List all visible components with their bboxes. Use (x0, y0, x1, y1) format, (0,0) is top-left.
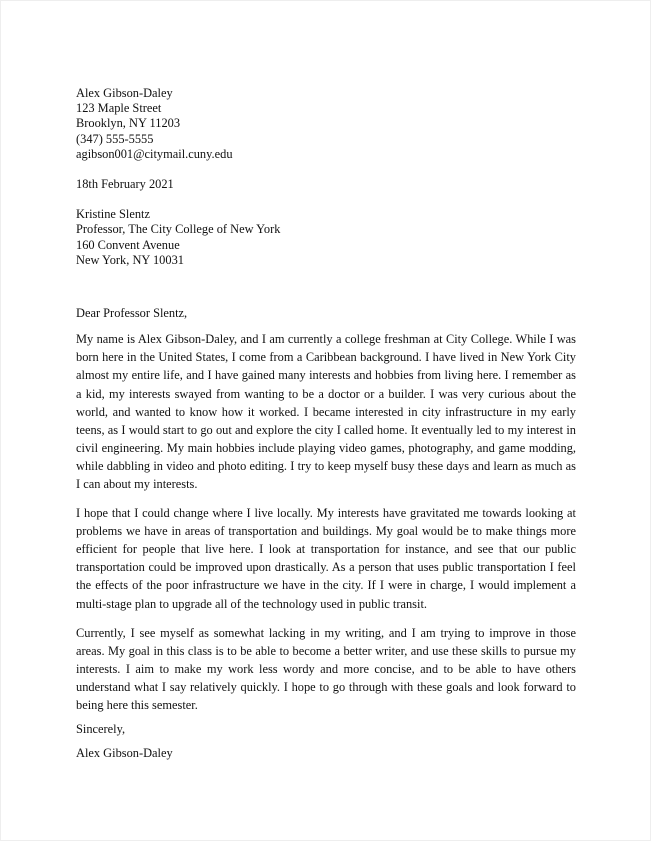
closing: Sincerely, (76, 722, 126, 737)
signature-name: Alex Gibson-Daley (76, 746, 173, 761)
recipient-name: Kristine Slentz (76, 207, 150, 222)
sender-email: agibson001@citymail.cuny.edu (76, 146, 233, 161)
recipient-street: 160 Convent Avenue (76, 237, 180, 252)
letter-date: 18th February 2021 (76, 177, 174, 192)
sender-city-state-zip: Brooklyn, NY 11203 (76, 116, 181, 131)
sender-address-block (76, 86, 576, 162)
recipient-title: Professor, The City College of New York (76, 222, 281, 237)
body-paragraph-1: My name is Alex Gibson-Daley, and I am currently a college freshman at City College. While I was born here in the United States, I come from a Caribbean background. I have lived in New York City almost my entire life, and I have gained many interests and hobbies from living here. I remember as a kid, my interests swayed from wanting to be a doctor or a builder. I was very curious about the world, and wanted to know how it worked. I became interested in city infrastructure in my early teens, as I would start to go out and explore the city I called home. It eventually led to my interest in civil engineering. My main hobbies include playing video games, photography, and game modding, while dabbling in video and photo editing. I try to keep myself busy these days and learn as much as I can about my interests. (76, 332, 576, 491)
salutation: Dear Professor Slentz, (76, 306, 188, 321)
letter-date-block (76, 177, 576, 192)
sender-name: Alex Gibson-Daley (76, 86, 173, 100)
sender-phone: (347) 555-5555 (76, 131, 154, 146)
salutation-block (76, 306, 576, 321)
closing-block (76, 722, 576, 737)
signature-block (76, 746, 576, 761)
body-paragraph-2: I hope that I could change where I live locally. My interests have gravitated me towards looking at problems we have in areas of transportation and buildings. My goal would be to make things more efficient for people that live here. I look at transportation for instance, and see that our public transportation could be improved upon drastically. As a person that uses public transportation I feel the effects of the poor infrastructure we have in the city. If I were in charge, I would implement a multi-stage plan to upgrade all of the technology used in public transit. (76, 506, 576, 611)
body-paragraph-3: Currently, I see myself as somewhat lacking in my writing, and I am trying to improve in those areas. My goal in this class is to be able to become a better writer, and use these skills to pursue my interests. I aim to make my work less wordy and more concise, and to be able to have others understand what I say relatively quickly. I hope to go through with these goals and look forward to being here this semester. (76, 625, 576, 713)
letter-content (76, 86, 576, 762)
recipient-city-state-zip: New York, NY 10031 (76, 252, 184, 267)
sender-street: 123 Maple Street (76, 101, 162, 116)
recipient-address-block (76, 207, 576, 268)
